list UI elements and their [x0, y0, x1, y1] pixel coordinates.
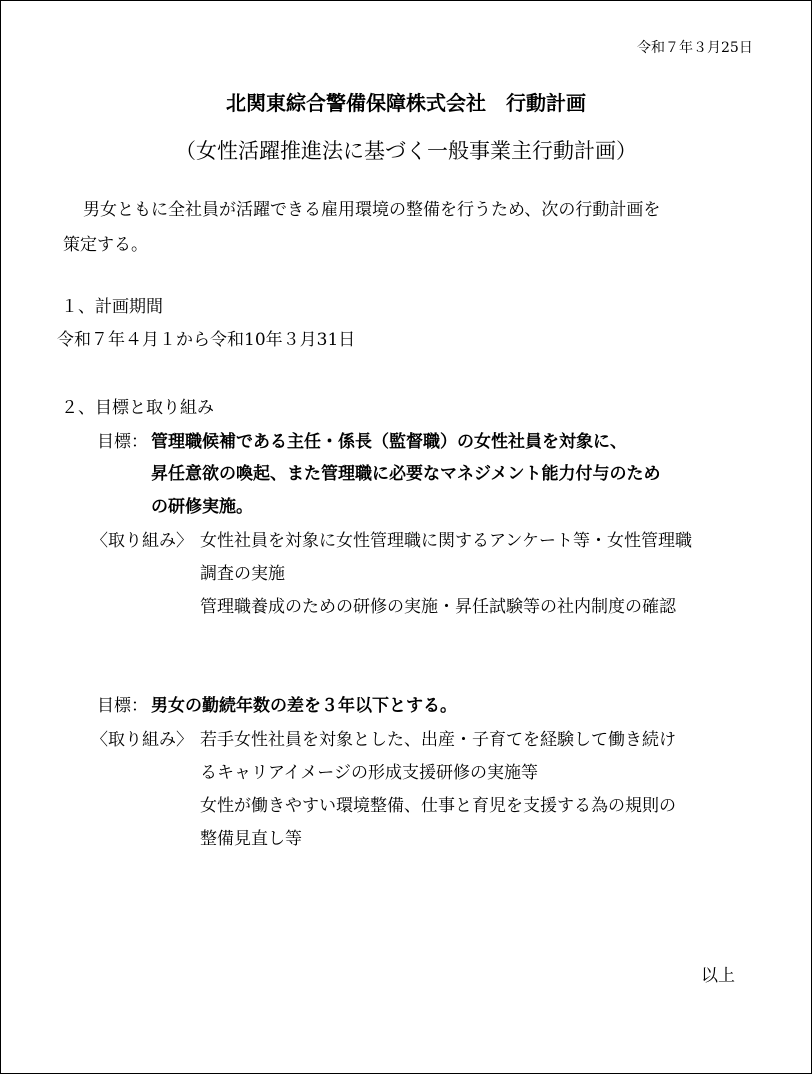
goal2-line-1: 男女の勤続年数の差を３年以下とする。	[151, 696, 457, 716]
goal2-action1-line-1: 若手女性社員を対象とした、出産・子育てを経験して働き続け	[200, 730, 676, 750]
intro-line-1: 男女ともに全社員が活躍できる雇用環境の整備を行うため、次の行動計画を	[83, 200, 661, 220]
section2-heading: ２、目標と取り組み	[61, 398, 214, 418]
document-subtitle: （女性活躍推進法に基づく一般事業主行動計画）	[175, 139, 637, 163]
goal2-label: 目標：	[97, 696, 148, 716]
goal1-action1-line-2: 調査の実施	[200, 564, 285, 584]
goal1-line-3: の研修実施。	[151, 497, 253, 517]
goal1-line-2: 昇任意欲の喚起、また管理職に必要なマネジメント能力付与のため	[151, 464, 661, 484]
goal1-label: 目標：	[97, 432, 148, 452]
goal2-action1-line-2: るキャリアイメージの形成支援研修の実施等	[200, 763, 538, 783]
goal1-line-1: 管理職候補である主任・係長（監督職）の女性社員を対象に、	[151, 432, 627, 452]
goal2-actions-label: 〈取り組み〉	[91, 730, 193, 750]
goal1-action1-line-1: 女性社員を対象に女性管理職に関するアンケート等・女性管理職	[200, 531, 692, 551]
closing-text: 以上	[701, 966, 735, 986]
plan-period: 令和７年４月１から令和10年３月31日	[57, 330, 356, 350]
goal1-action2: 管理職養成のための研修の実施・昇任試験等の社内制度の確認	[200, 597, 676, 617]
document-date: 令和７年３月25日	[637, 40, 753, 56]
goal2-action2-line-2: 整備見直し等	[200, 829, 302, 849]
goal1-actions-label: 〈取り組み〉	[91, 531, 193, 551]
intro-line-2: 策定する。	[63, 235, 148, 255]
document-title: 北関東綜合警備保障株式会社 行動計画	[226, 91, 586, 115]
goal2-action2-line-1: 女性が働きやすい環境整備、仕事と育児を支援する為の規則の	[200, 796, 676, 816]
section1-heading: １、計画期間	[61, 297, 163, 317]
